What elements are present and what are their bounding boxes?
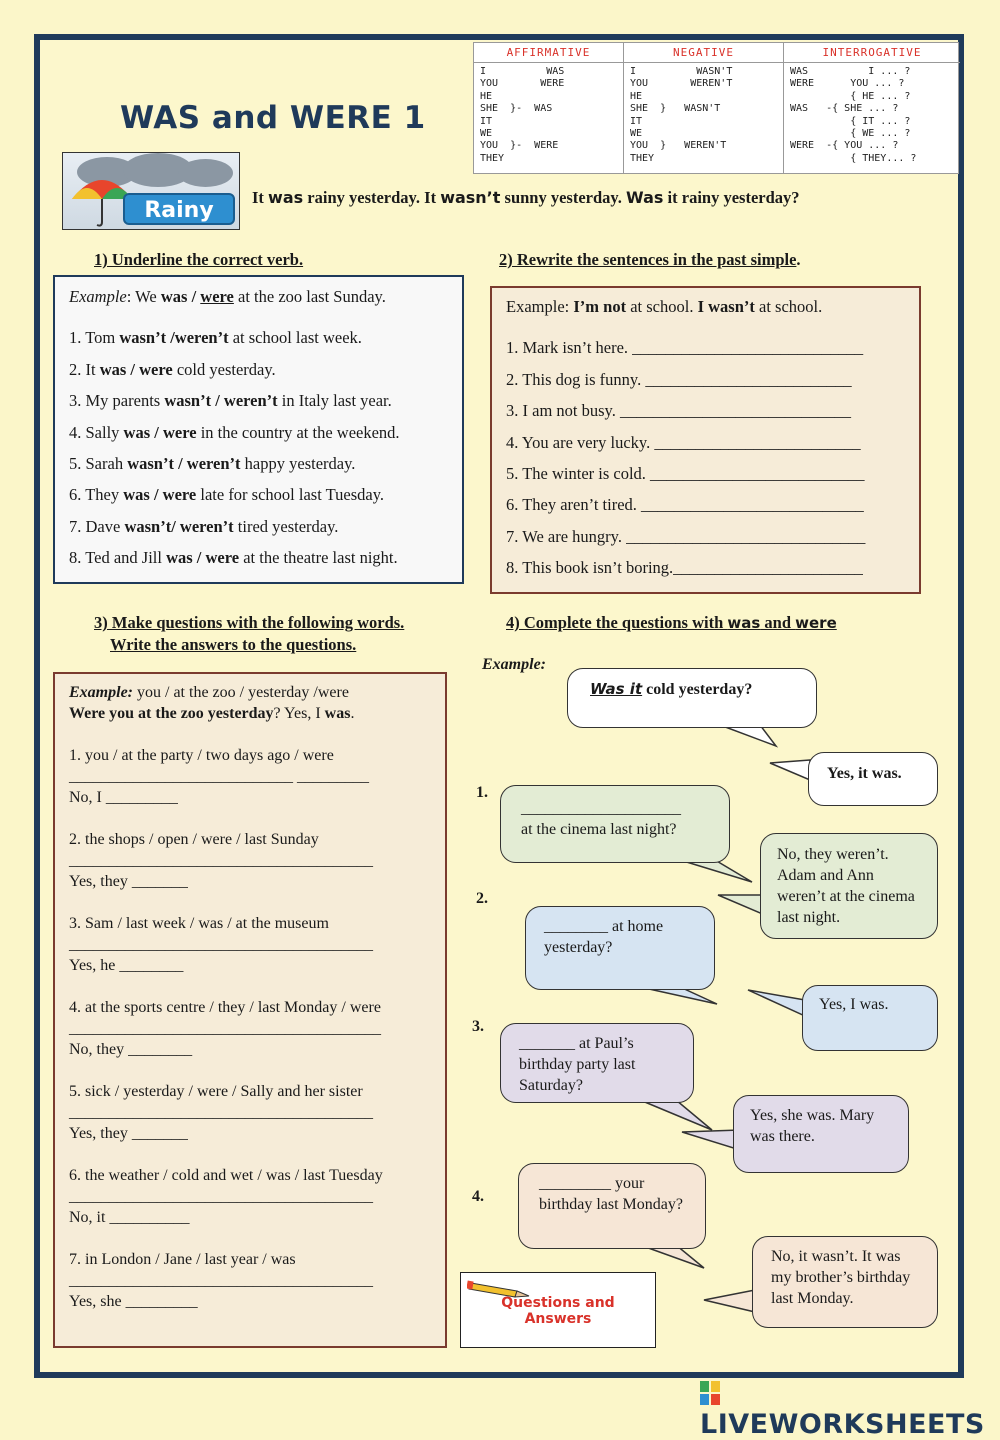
sentence-text: at school last week.	[228, 328, 362, 348]
question-text: at the cinema last night?	[521, 821, 677, 838]
verb-choice[interactable]: was / were	[123, 485, 197, 505]
section2-heading-text: 2) Rewrite the sentences in the past simple	[499, 250, 797, 269]
sentence-text: 8. Ted and Jill	[69, 548, 167, 568]
section3-short-answer[interactable]: No, it __________	[69, 1209, 190, 1226]
example-question-keyword: Was it	[590, 680, 643, 698]
verb-choice[interactable]: was / were	[166, 548, 240, 568]
example-text: .	[350, 705, 355, 722]
intro-keyword: wasn’t	[440, 188, 501, 207]
question-blank[interactable]: ________ at home	[544, 918, 664, 935]
example-bold: I wasn’t	[697, 297, 755, 316]
verb-choice[interactable]: wasn’t/ weren’t	[124, 516, 234, 536]
example-text: at school.	[626, 297, 698, 316]
verb-choice[interactable]: was / were	[99, 359, 173, 379]
example-bold: I’m not	[573, 297, 627, 316]
example-question-text: cold yesterday?	[642, 681, 753, 698]
section3-answer-line[interactable]: ______________________________________	[69, 1272, 373, 1289]
rainy-label: Rainy	[123, 193, 235, 225]
section2-item[interactable]: 3. I am not busy. ____________________________	[506, 401, 851, 421]
bubble-number: 2.	[476, 890, 488, 907]
interrogative-header: INTERROGATIVE	[784, 43, 960, 63]
page-title: WAS and WERE 1	[120, 100, 426, 136]
section3-heading-line2: Write the answers to the questions.	[110, 635, 357, 654]
question-blank[interactable]: _______ at Paul’s	[519, 1035, 634, 1052]
example-option: was /	[160, 287, 201, 306]
example-option-underlined: were	[200, 287, 234, 306]
sentence-text: in the country at the weekend.	[196, 422, 400, 442]
section2-item[interactable]: 4. You are very lucky. _________________________	[506, 432, 861, 452]
section2-item[interactable]: 6. They aren’t tired. ___________________________	[506, 495, 864, 515]
qa-logo-line2: Answers	[524, 1311, 592, 1327]
sentence-text: 6. They	[69, 485, 124, 505]
sentence-text: happy yesterday.	[240, 453, 356, 473]
example-question-bubble	[567, 668, 817, 728]
section2-item[interactable]: 2. This dog is funny. _________________________	[506, 369, 852, 389]
qa-logo-text	[461, 1295, 655, 1327]
intro-text: sunny yesterday.	[500, 188, 627, 207]
section3-prompt: 7. in London / Jane / last year / was	[69, 1251, 296, 1268]
bubble-number: 1.	[476, 784, 488, 801]
section3-short-answer[interactable]: Yes, she _________	[69, 1293, 198, 1310]
verb-choice[interactable]: wasn’t /weren’t	[119, 328, 229, 348]
example-text: at school.	[754, 297, 823, 316]
section4-heading-keyword: were	[795, 614, 837, 632]
section3-answer-line[interactable]: _______________________________________	[69, 1020, 381, 1037]
sentence-text: tired yesterday.	[233, 516, 339, 536]
question-text: birthday last Monday?	[539, 1196, 683, 1213]
intro-text: it rainy yesterday?	[663, 188, 800, 207]
section3-answer-line[interactable]: ______________________________________	[69, 1104, 373, 1121]
section3-answer-line[interactable]: ____________________________ _________	[69, 768, 369, 785]
questions-and-answers-logo	[460, 1272, 656, 1348]
intro-keyword: was	[268, 188, 304, 207]
section2-item[interactable]: 8. This book isn’t boring._______________________	[506, 558, 863, 578]
question-bubble-3	[500, 1023, 694, 1103]
example-text: you / at the zoo / yesterday /were	[133, 684, 349, 701]
sentence-text: late for school last Tuesday.	[196, 485, 384, 505]
intro-text: It	[252, 188, 269, 207]
sentence-text: 3. My parents	[69, 391, 165, 411]
bubble-number: 3.	[472, 1018, 484, 1035]
question-bubble-1	[500, 785, 730, 863]
section3-prompt: 5. sick / yesterday / were / Sally and her sister	[69, 1083, 363, 1100]
section4-heading-text: 4) Complete the questions with	[506, 613, 728, 632]
example-answer-text: Yes, it was.	[827, 765, 902, 782]
verb-choice[interactable]: was / were	[123, 422, 197, 442]
intro-text: rainy yesterday. It	[303, 188, 441, 207]
question-blank[interactable]: ____________________	[521, 800, 681, 817]
section3-prompt: 2. the shops / open / were / last Sunday	[69, 831, 319, 848]
example-text: : We	[126, 287, 161, 306]
liveworksheets-logo-icon	[700, 1381, 720, 1405]
example-answer-bubble	[808, 752, 938, 806]
section3-short-answer[interactable]: No, they ________	[69, 1041, 193, 1058]
affirmative-forms: I WAS YOU WERE HE SHE }- WAS IT WE YOU }- WERE THEY	[480, 66, 565, 164]
sentence-text: 7. Dave	[69, 516, 125, 536]
bubble-number: 4.	[472, 1188, 484, 1205]
question-bubble-4	[518, 1163, 706, 1249]
example-bold: was	[324, 705, 351, 722]
verb-choice[interactable]: wasn’t / weren’t	[164, 391, 278, 411]
example-text: at the zoo last Sunday.	[233, 287, 386, 306]
example-label: Example	[69, 287, 127, 306]
sentence-text: at the theatre last night.	[239, 548, 398, 568]
sentence-text: cold yesterday.	[172, 359, 276, 379]
section3-short-answer[interactable]: No, I _________	[69, 789, 178, 806]
section4-example-label: Example:	[482, 656, 546, 673]
section3-answer-line[interactable]: ______________________________________	[69, 852, 373, 869]
example-text: ? Yes, I	[273, 705, 325, 722]
interrogative-forms: WAS I ... ? WERE YOU ... ? { HE ... ? WAS -{ SHE ... ? { IT ... ? { WE ... ? WERE -{ YOU ... ? { THEY... ?	[790, 66, 917, 164]
answer-bubble-2: Yes, I was.	[802, 985, 938, 1051]
example-bold: Were you at the zoo yesterday	[69, 705, 274, 722]
qa-logo-line1: Questions and	[501, 1295, 615, 1311]
section3-answer-line[interactable]: ______________________________________	[69, 936, 373, 953]
sentence-text: 1. Tom	[69, 328, 120, 348]
section3-short-answer[interactable]: Yes, they _______	[69, 1125, 188, 1142]
affirmative-header: AFFIRMATIVE	[474, 43, 623, 63]
sentence-text: 4. Sally	[69, 422, 124, 442]
negative-forms: I WASN'T YOU WEREN'T HE SHE } WASN'T IT WE YOU } WEREN'T THEY	[630, 66, 733, 164]
brand-text: LIVEWORKSHEETS	[700, 1409, 985, 1440]
section3-prompt: 6. the weather / cold and wet / was / last Tuesday	[69, 1167, 383, 1184]
section3-prompt: 3. Sam / last week / was / at the museum	[69, 915, 329, 932]
section2-item[interactable]: 7. We are hungry. _____________________________	[506, 526, 866, 546]
answer-bubble-3: Yes, she was. Mary was there.	[733, 1095, 909, 1173]
sentence-text: 2. It	[69, 359, 100, 379]
answer-bubble-4: No, it wasn’t. It was my brother’s birthday last Monday.	[752, 1236, 938, 1328]
section3-prompt: 1. you / at the party / two days ago / were	[69, 747, 334, 764]
question-text: yesterday?	[544, 939, 613, 956]
section3-heading-line1: 3) Make questions with the following words.	[94, 613, 405, 632]
section4-heading-keyword: was	[727, 614, 761, 632]
intro-keyword: Was	[626, 188, 664, 207]
question-text: birthday party last Saturday?	[519, 1056, 636, 1094]
section3-answer-line[interactable]: ______________________________________	[69, 1188, 373, 1205]
section3-short-answer[interactable]: Yes, they _______	[69, 873, 188, 890]
section4-heading-text: and	[760, 613, 796, 632]
liveworksheets-brand	[700, 1378, 1000, 1440]
negative-header: NEGATIVE	[624, 43, 783, 63]
answer-bubble-1: No, they weren’t. Adam and Ann weren’t at the cinema last night.	[760, 833, 938, 939]
section3-short-answer[interactable]: Yes, he ________	[69, 957, 184, 974]
example-label: Example:	[69, 684, 133, 701]
section3-prompt: 4. at the sports centre / they / last Monday / were	[69, 999, 381, 1016]
sentence-text: in Italy last year.	[277, 391, 392, 411]
verb-choice[interactable]: wasn’t / weren’t	[127, 453, 241, 473]
example-text: Example:	[506, 297, 574, 316]
section2-heading-dot: .	[796, 250, 801, 269]
section1-heading: 1) Underline the correct verb.	[94, 250, 304, 269]
sentence-text: 5. Sarah	[69, 453, 128, 473]
section2-item[interactable]: 1. Mark isn’t here. ____________________________	[506, 338, 864, 358]
section2-item[interactable]: 5. The winter is cold. __________________________	[506, 463, 865, 483]
question-bubble-2	[525, 906, 715, 990]
question-blank[interactable]: _________ your	[539, 1175, 645, 1192]
